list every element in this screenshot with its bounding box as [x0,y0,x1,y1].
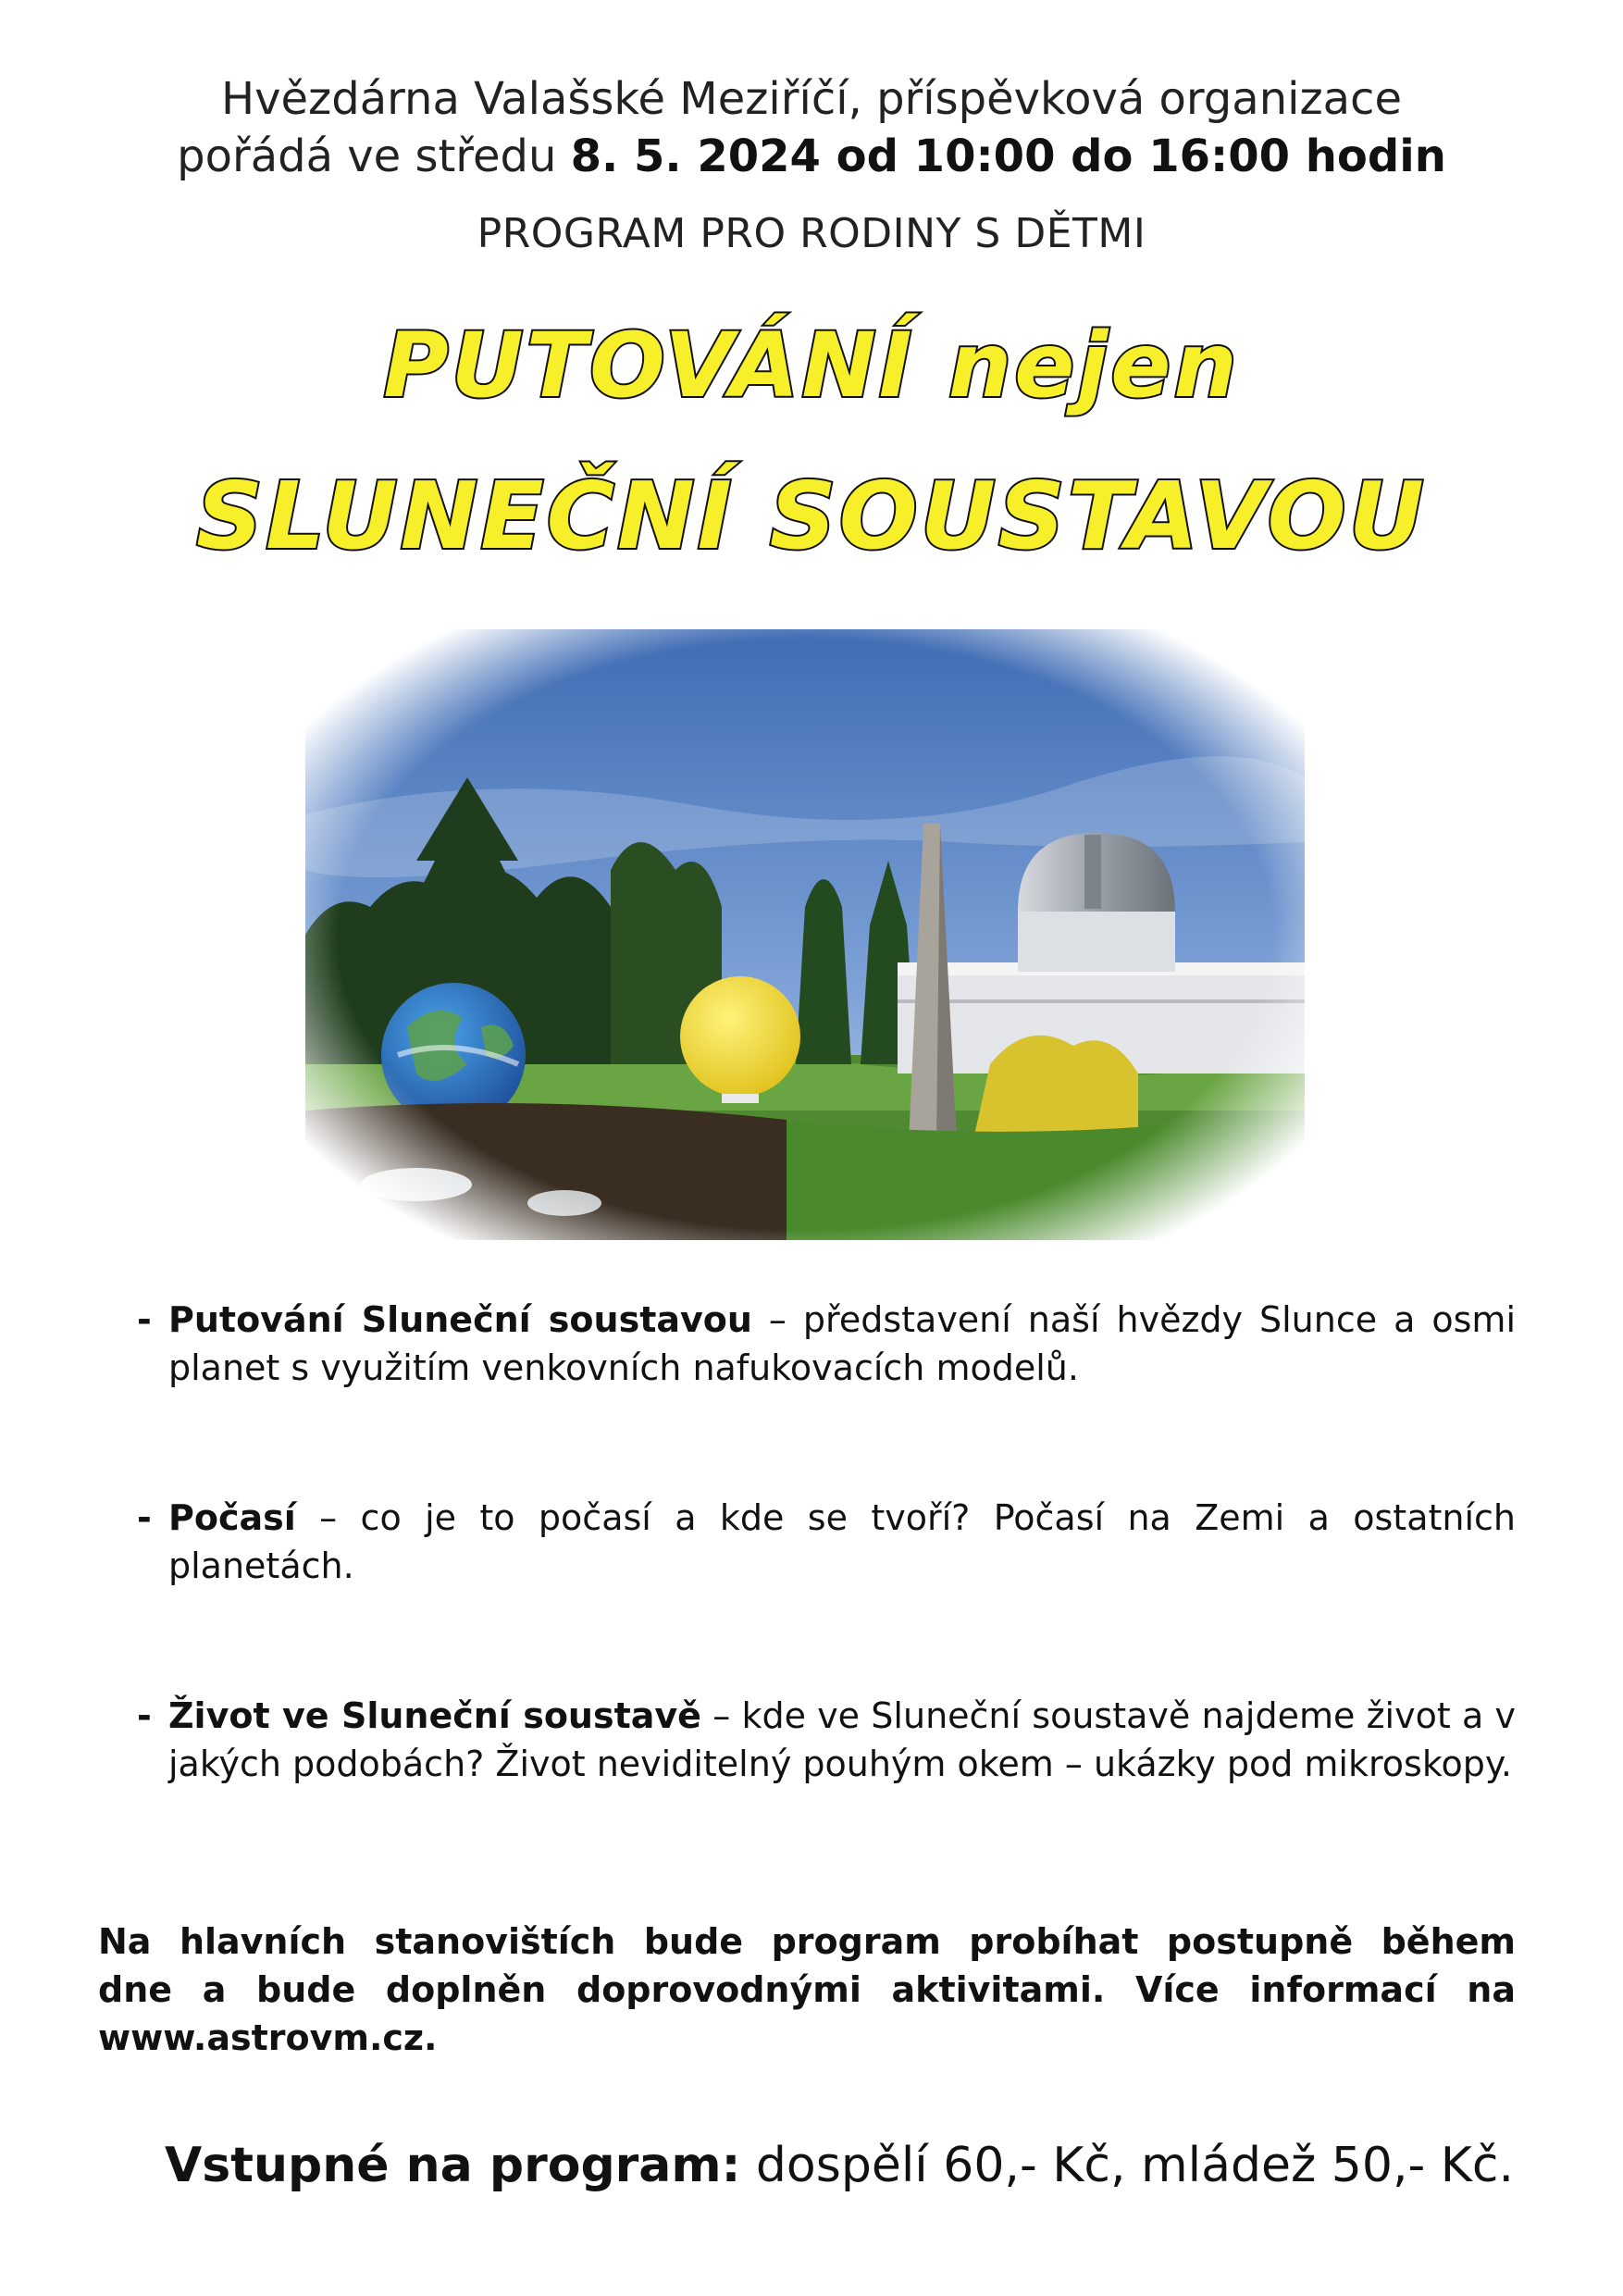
sun-model [680,976,800,1097]
organizer-line: Hvězdárna Valašské Meziříčí, příspěvková organizace [221,73,1402,125]
title-line-2: SLUNEČNÍ SOUSTAVOU [196,462,1427,570]
date-prefix: pořádá ve středu [177,130,557,182]
admission-fee [0,2136,1514,2195]
program-item-2-description: – co je to počasí a kde se tvoří? Počasí na Zemi a ostatních planetách. [168,1497,1516,1586]
admission-label: Vstupné na program: [164,2138,741,2193]
title-line-1: PUTOVÁNÍ nejen [383,314,1240,417]
info-paragraph: Na hlavních stanovištích bude program probíhat postupně během dne a bude doplněn doprovodnými aktivitami. Více informací na www.astrovm.cz. [98,1921,1516,2058]
admission-prices: dospělí 60,- Kč, mládež 50,- Kč. [740,2138,1514,2193]
bullet-dash: - [137,1497,152,1538]
program-item-3-text [168,1692,1516,1788]
program-item-2-text [168,1494,1516,1590]
bullet-dash: - [137,1299,152,1340]
program-item-1-description: – představení naší hvězdy Slunce a osmi planet s využitím venkovních nafukovacích modelů. [168,1299,1516,1388]
garden-bed [305,1103,787,1240]
program-item-3-description: – kde ve Sluneční soustavě najdeme život a v jakých podobách? Život neviditelný pouhým okem – ukázky pod mikroskopy. [168,1695,1516,1784]
program-type: PROGRAM PRO RODINY S DĚTMI [477,210,1146,257]
date-line [0,130,1623,183]
observatory-garden-photo [305,629,1305,1240]
program-item-3-heading: Život ve Sluneční soustavě [168,1695,701,1736]
program-item-1-heading: Putování Sluneční soustavou [168,1299,752,1340]
event-date-time: 8. 5. 2024 od 10:00 do 16:00 hodin [570,130,1446,182]
program-item-2-heading: Počasí [168,1497,296,1538]
bullet-dash: - [137,1695,152,1736]
program-item-1-text [168,1296,1516,1392]
